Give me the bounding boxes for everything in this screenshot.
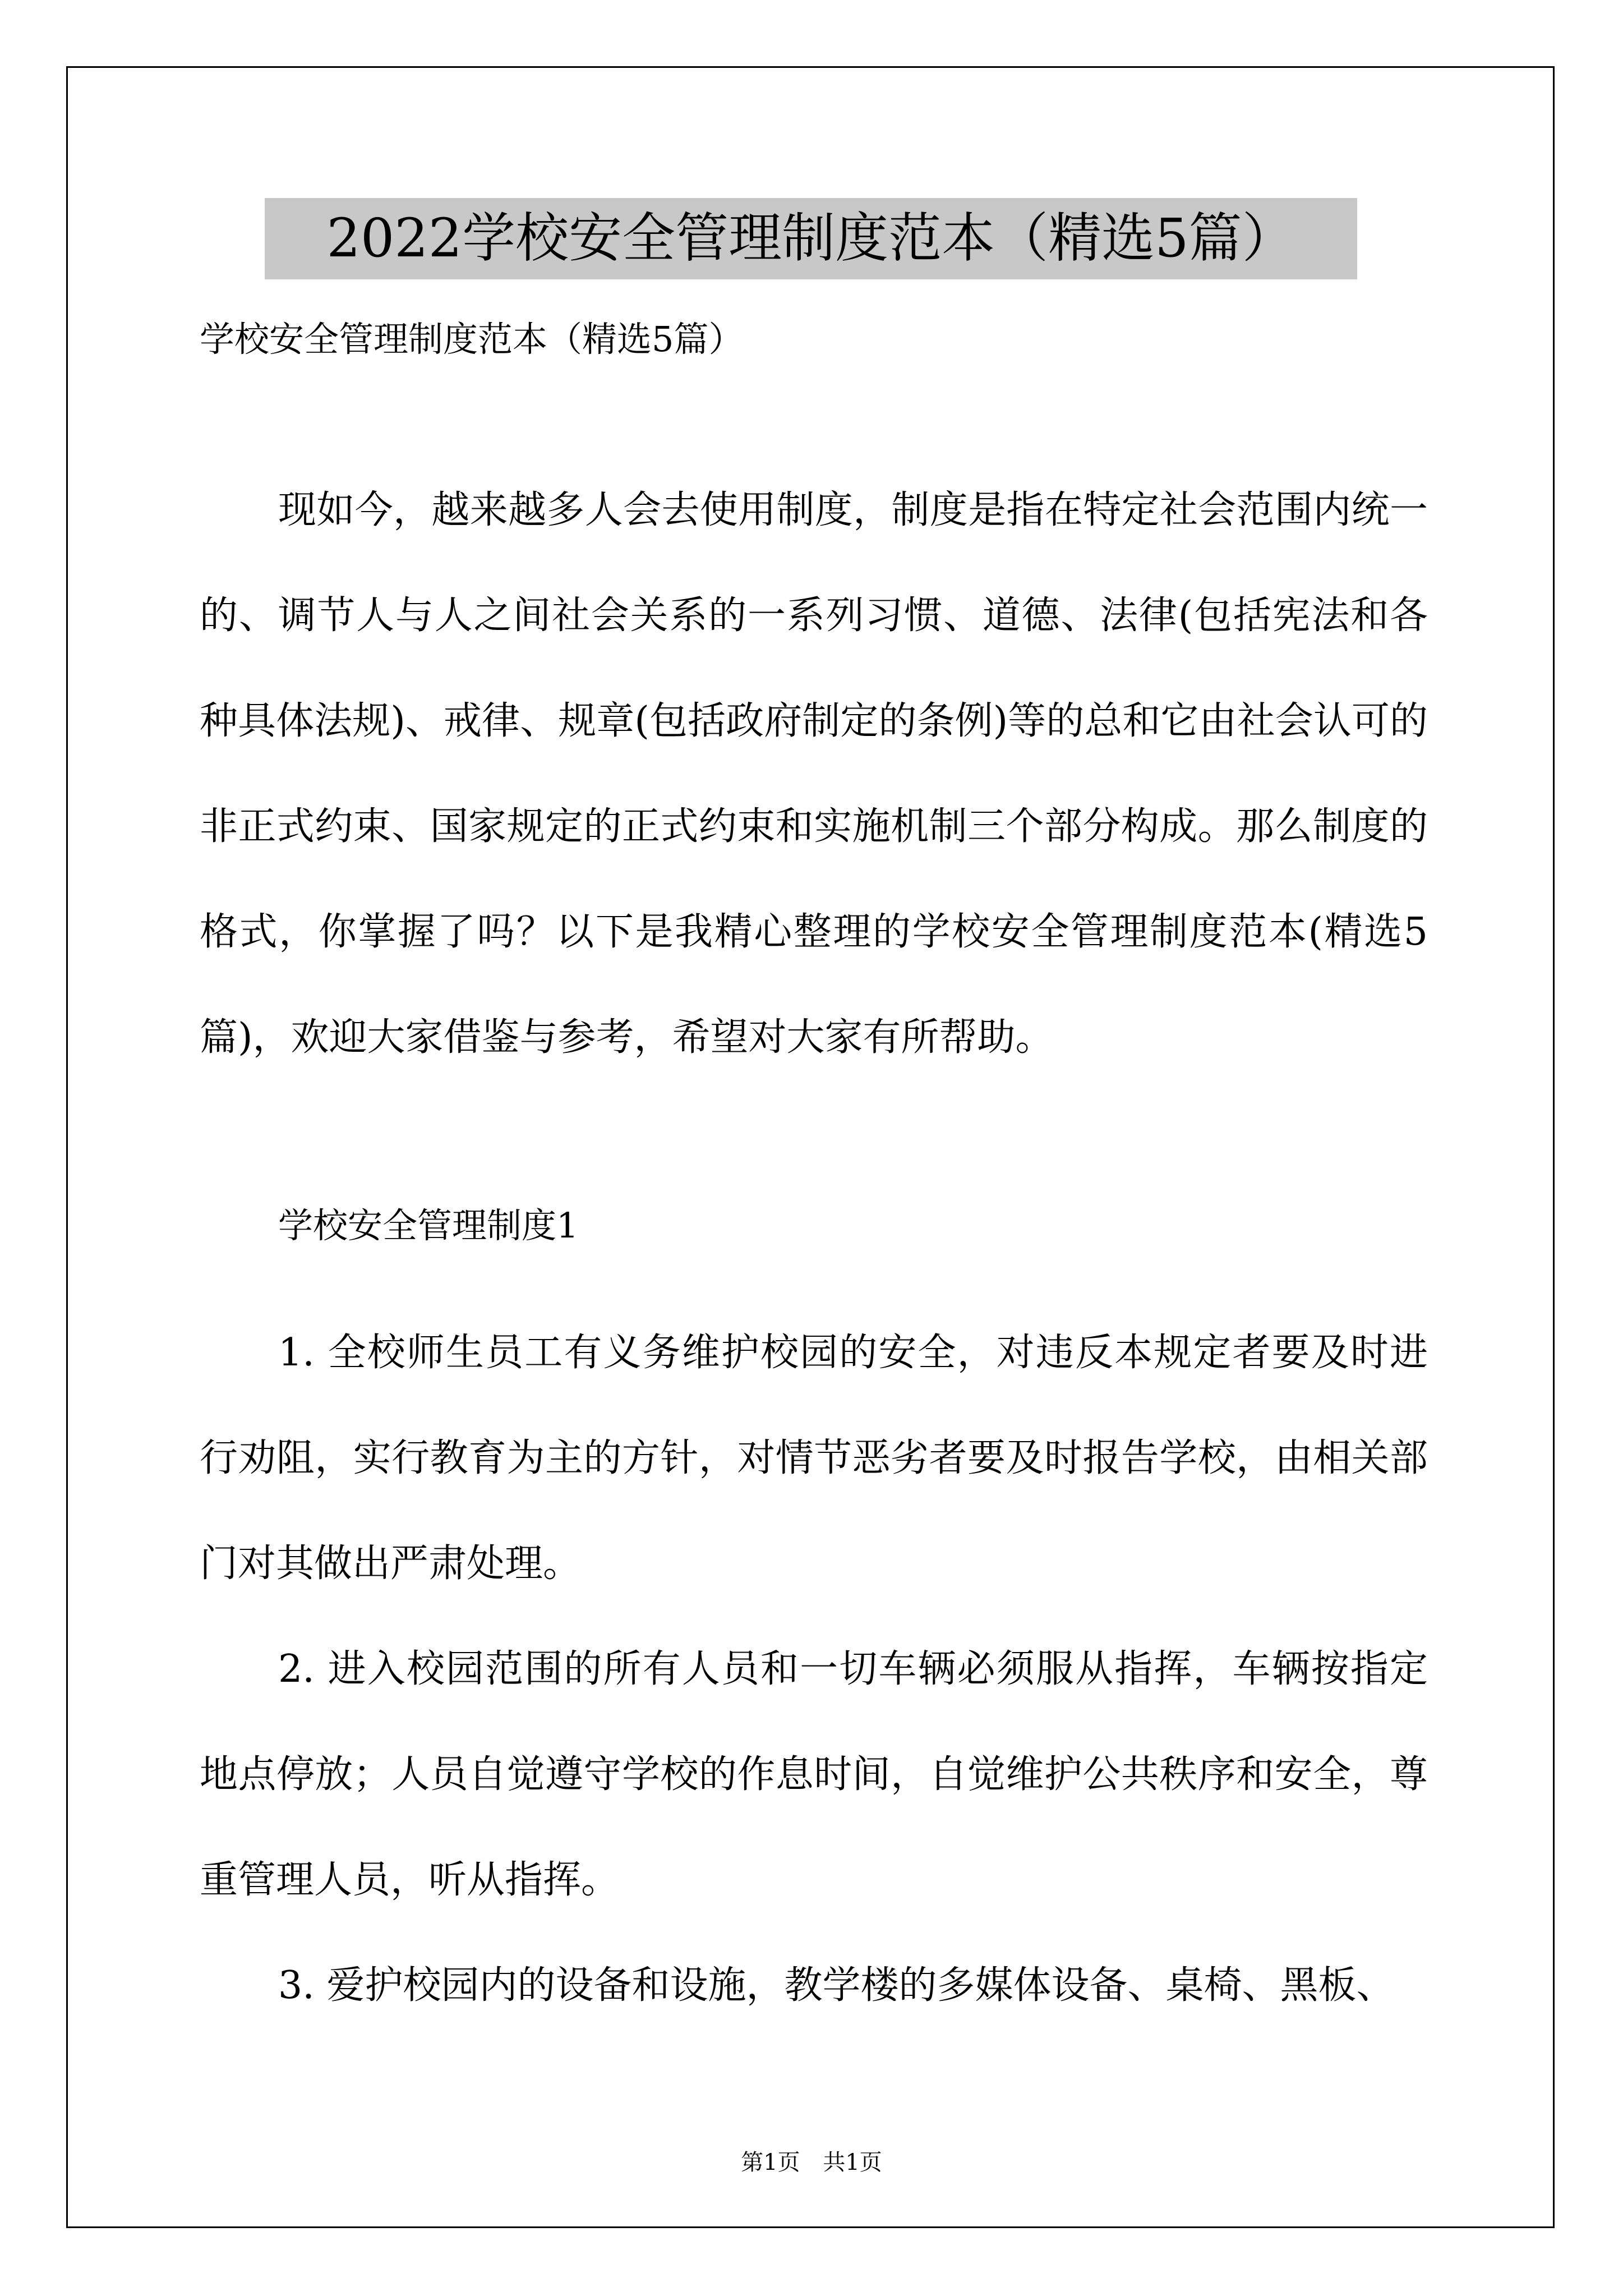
rule-item-2: 2. 进入校园范围的所有人员和一切车辆必须服从指挥，车辆按指定地点停放；人员自觉遵守学校的作息时间，自觉维护公共秩序和安全，尊重管理人员，听从指挥。 (200, 1647, 1428, 1902)
document-title: 2022学校安全管理制度范本（精选5篇） (265, 198, 1357, 279)
page-number: 第1页 (741, 2150, 800, 2175)
page-footer (0, 2148, 1623, 2177)
rule-item-1: 1. 全校师生员工有义务维护校园的安全，对违反本规定者要及时进行劝阻，实行教育为主的方针，对情节恶劣者要及时报告学校，由相关部门对其做出严肃处理。 (200, 1331, 1428, 1586)
intro-paragraph: 现如今，越来越多人会去使用制度，制度是指在特定社会范围内统一的、调节人与人之间社会关系的一系列习惯、道德、法律(包括宪法和各种具体法规)、戒律、规章(包括政府制定的条例)等的总和它由社会认可的非正式约束、国家规定的正式约束和实施机制三个部分构成。那么制度的格式，你掌握了吗？以下是我精心整理的学校安全管理制度范本(精选5篇)，欢迎大家借鉴与参考，希望对大家有所帮助。 (200, 488, 1428, 1060)
rule-item-3: 3. 爱护校园内的设备和设施，教学楼的多媒体设备、桌椅、黑板、 (278, 1963, 1395, 2008)
page-total: 共1页 (823, 2150, 882, 2175)
section-heading: 学校安全管理制度1 (278, 1205, 579, 1246)
document-subtitle: 学校安全管理制度范本（精选5篇） (200, 319, 744, 360)
